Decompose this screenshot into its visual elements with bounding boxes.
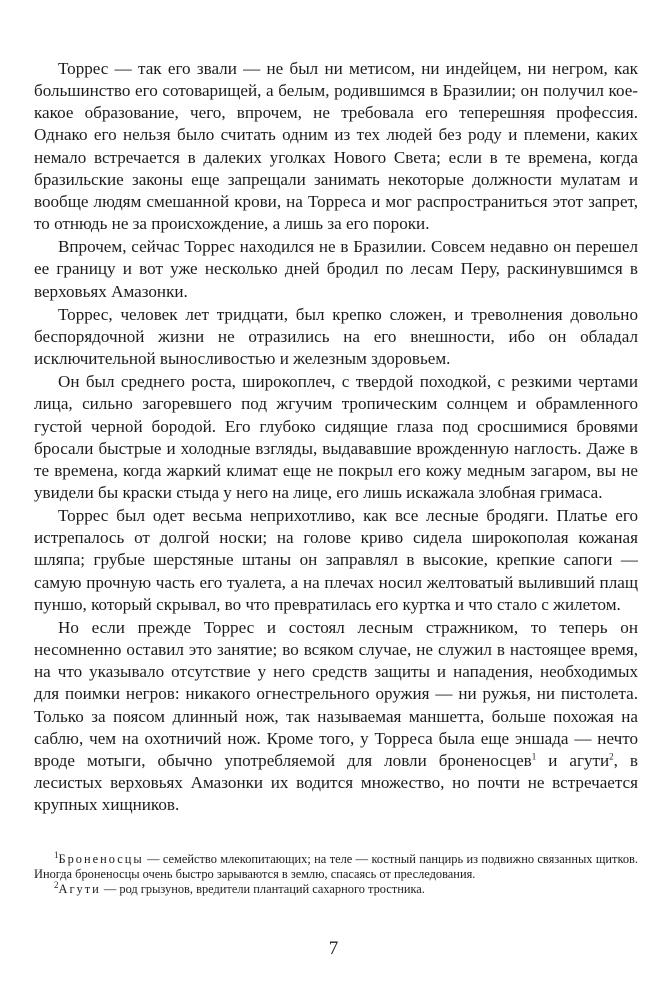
footnote-1 bbox=[34, 849, 638, 881]
paragraph-6-text-c: , в лесистых верховьях Амазонки их водится множество, но почти не встречается крупных хищников. bbox=[34, 750, 638, 815]
paragraph-5: Торрес был одет весьма неприхотливо, как все лесные бродяги. Платье его истрепалось от долгой носки; на голове криво сидела широкополая кожаная шляпа; грубые шерстяные штаны он заправлял в высокие, крепкие сапоги — самую прочную часть его туалета, а на плечах носил желтоватый выливший плащ пуншо, который скрывал, во что превратилась его куртка и что стало с жилетом. bbox=[34, 506, 638, 614]
footnote-term: Агути bbox=[58, 882, 101, 897]
footnote-ref-2: 2 bbox=[609, 751, 614, 762]
paragraph-6-text-b: и агути bbox=[536, 750, 610, 770]
footnote-definition: — семейство млекопитающих; на теле — костный панцирь из подвижно связанных щитков. Иногда броненосцы очень быстро зарываются в землю, спасаясь от преследования. bbox=[34, 852, 638, 881]
footnote-ref-1: 1 bbox=[531, 751, 537, 762]
paragraph-6 bbox=[34, 617, 638, 816]
footnote-term: Броненосцы bbox=[58, 852, 144, 866]
paragraph-1: Торрес — так его звали — не был ни метисом, ни индейцем, ни негром, как большинство его сотоварищей, а белым, родившимся в Бразилии; он получил кое-какое образование, чего, впрочем, не требовала его теперешняя профессия. Однако его нельзя было считать одним из тех людей без роду и племени, каких немало встречается в далеких уголках Нового Света; если в те времена, когда бразильские законы еще запрещали занимать некоторые должности мулатам и вообще людям смешанной крови, на Торреса и мог распространиться этот запрет, то отнюдь не за происхождение, а лишь за его пороки. bbox=[34, 59, 638, 234]
footnote-marker: 1 bbox=[54, 849, 59, 860]
paragraph-2: Впрочем, сейчас Торрес находился не в Бразилии. Совсем недавно он перешел ее границу и вот уже несколько дней бродил по лесам Перу, раскинувшимся в верховьях Амазонки. bbox=[34, 237, 638, 301]
page-number: 7 bbox=[328, 938, 339, 959]
paragraph-3: Торрес, человек лет тридцати, был крепко сложен, и треволнения довольно беспорядочной жизни не отразились на его внешности, ибо он обладал исключительной выносливостью и железным здоровьем. bbox=[34, 304, 638, 369]
main-text bbox=[34, 58, 638, 816]
footnote-marker: 2 bbox=[54, 880, 59, 891]
footnote-definition: — род грызунов, вредители плантаций сахарного тростника. bbox=[100, 882, 425, 897]
footnotes bbox=[34, 849, 638, 897]
paragraph-6-text-a: Но если прежде Торрес и состоял лесным стражником, то теперь он несомненно оставил это занятие; во всяком случае, не служил в настоящее время, на что указывало отсутствие у него средств защиты и нападения, необходимых для поимки негров: никакого огнестрельного оружия — ни ружья, ни пистолета. Только за поясом длинный нож, так называемая маншетта, больше похожая на саблю, чем на охотничий нож. Кроме того, у Торреса была еще эншада — нечто вроде мотыги, обычно употребляемой для ловли броненосцев bbox=[34, 617, 638, 770]
footnote-2 bbox=[34, 882, 638, 897]
paragraph-4: Он был среднего роста, широкоплеч, с твердой походкой, с резкими чертами лица, сильно загоревшего под жгучим тропическим солнцем и обрамленного густой черной бородой. Его глубоко сидящие глаза под сросшимися бровями бросали быстрые и холодные взгляды, выдававшие врожденную наглость. Даже в те времена, когда жаркий климат еще не покрыл его кожу медным загаром, вы не увидели бы краски стыда у него на лице, его лишь искажала злобная гримаса. bbox=[34, 372, 638, 502]
